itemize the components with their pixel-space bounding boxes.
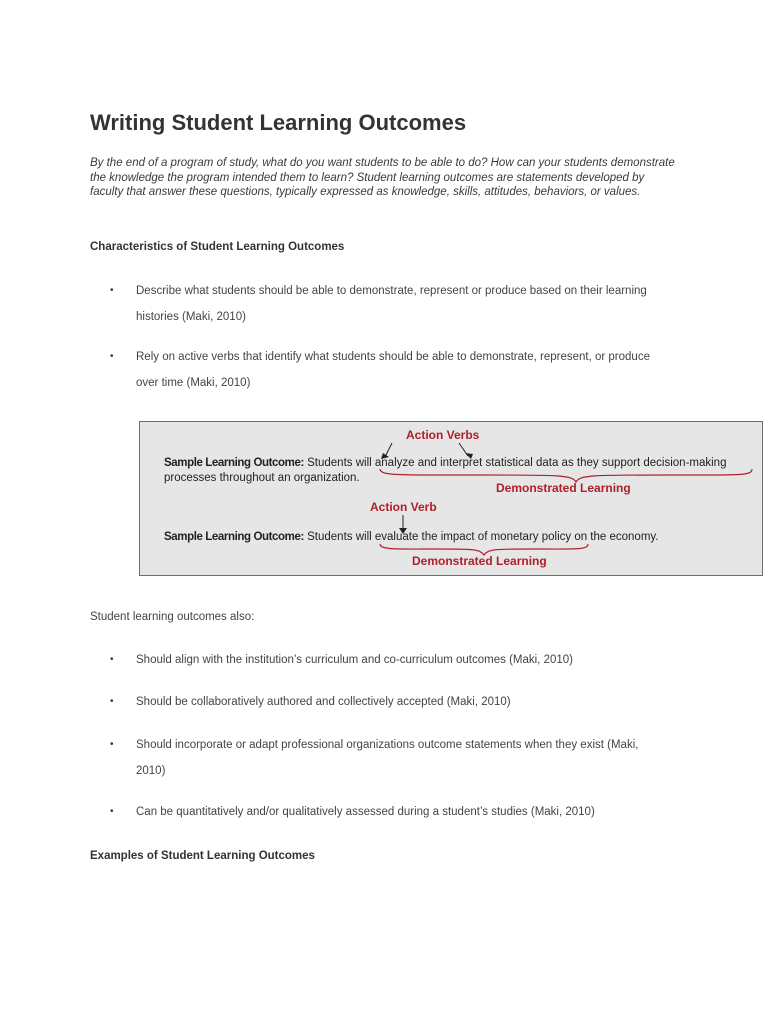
- bullet-icon: •: [110, 285, 114, 296]
- label-demonstrated-learning-1: Demonstrated Learning: [496, 481, 631, 495]
- sample-outcome-2-text: Students will evaluate the impact of monetary policy on the economy.: [303, 531, 659, 543]
- sample-outcome-figure: [139, 421, 763, 576]
- bullet-icon: •: [110, 806, 114, 817]
- bullet-icon: •: [110, 654, 114, 665]
- list-item: [110, 278, 680, 330]
- page-title: Writing Student Learning Outcomes: [90, 110, 467, 135]
- list-item: [110, 344, 680, 396]
- list-item-line1: Should incorporate or adapt professional organizations outcome statements when they exist (Maki,: [136, 739, 639, 751]
- list-item-line1: Should align with the institution’s curriculum and co-curriculum outcomes (Maki, 2010): [136, 654, 573, 666]
- bullet-icon: •: [110, 739, 114, 750]
- characteristics-heading: Characteristics of Student Learning Outcomes: [90, 241, 345, 253]
- list-item: [110, 689, 680, 715]
- list-item-line2: 2010): [136, 765, 166, 777]
- sample-outcome-2: [164, 531, 659, 543]
- list-item: [110, 732, 680, 784]
- sample-outcome-1-lead: Sample Learning Outcome:: [164, 457, 304, 469]
- arrow-analyze: [385, 443, 392, 457]
- examples-heading: Examples of Student Learning Outcomes: [90, 850, 315, 862]
- bullet-icon: •: [110, 696, 114, 707]
- list-item: [110, 799, 680, 825]
- list-item: [110, 647, 680, 673]
- list-item-line1: Rely on active verbs that identify what students should be able to demonstrate, represent, or produce: [136, 351, 650, 363]
- sample-outcome-1-line2: processes throughout an organization.: [164, 472, 360, 484]
- label-action-verbs: Action Verbs: [406, 428, 480, 442]
- sample-outcome-1: [164, 457, 726, 469]
- list-item-line2: histories (Maki, 2010): [136, 311, 246, 323]
- list-item-line2: over time (Maki, 2010): [136, 377, 251, 389]
- list-item-line1: Should be collaboratively authored and collectively accepted (Maki, 2010): [136, 696, 511, 708]
- sample-outcome-2-lead: Sample Learning Outcome:: [164, 531, 304, 543]
- sample-outcome-1-text: Students will analyze and interpret statistical data as they support decision-making: [303, 457, 727, 469]
- label-demonstrated-learning-2: Demonstrated Learning: [412, 554, 547, 568]
- label-action-verb: Action Verb: [370, 500, 437, 514]
- intro-paragraph: By the end of a program of study, what do you want students to be able to do? How can your students demonstrate the knowledge the program intended them to learn? Student learning outcomes are statements developed by faculty that answer these questions, typically expressed as knowledge, skills, attitudes, behaviors, or values.: [90, 157, 675, 198]
- list-item-line1: Describe what students should be able to demonstrate, represent or produce based on their learning: [136, 285, 647, 297]
- bullet-icon: •: [110, 351, 114, 362]
- list-item-line1: Can be quantitatively and/or qualitatively assessed during a student’s studies (Maki, 2010): [136, 806, 595, 818]
- also-intro: Student learning outcomes also:: [90, 611, 255, 623]
- annotation-graphics: [140, 422, 762, 575]
